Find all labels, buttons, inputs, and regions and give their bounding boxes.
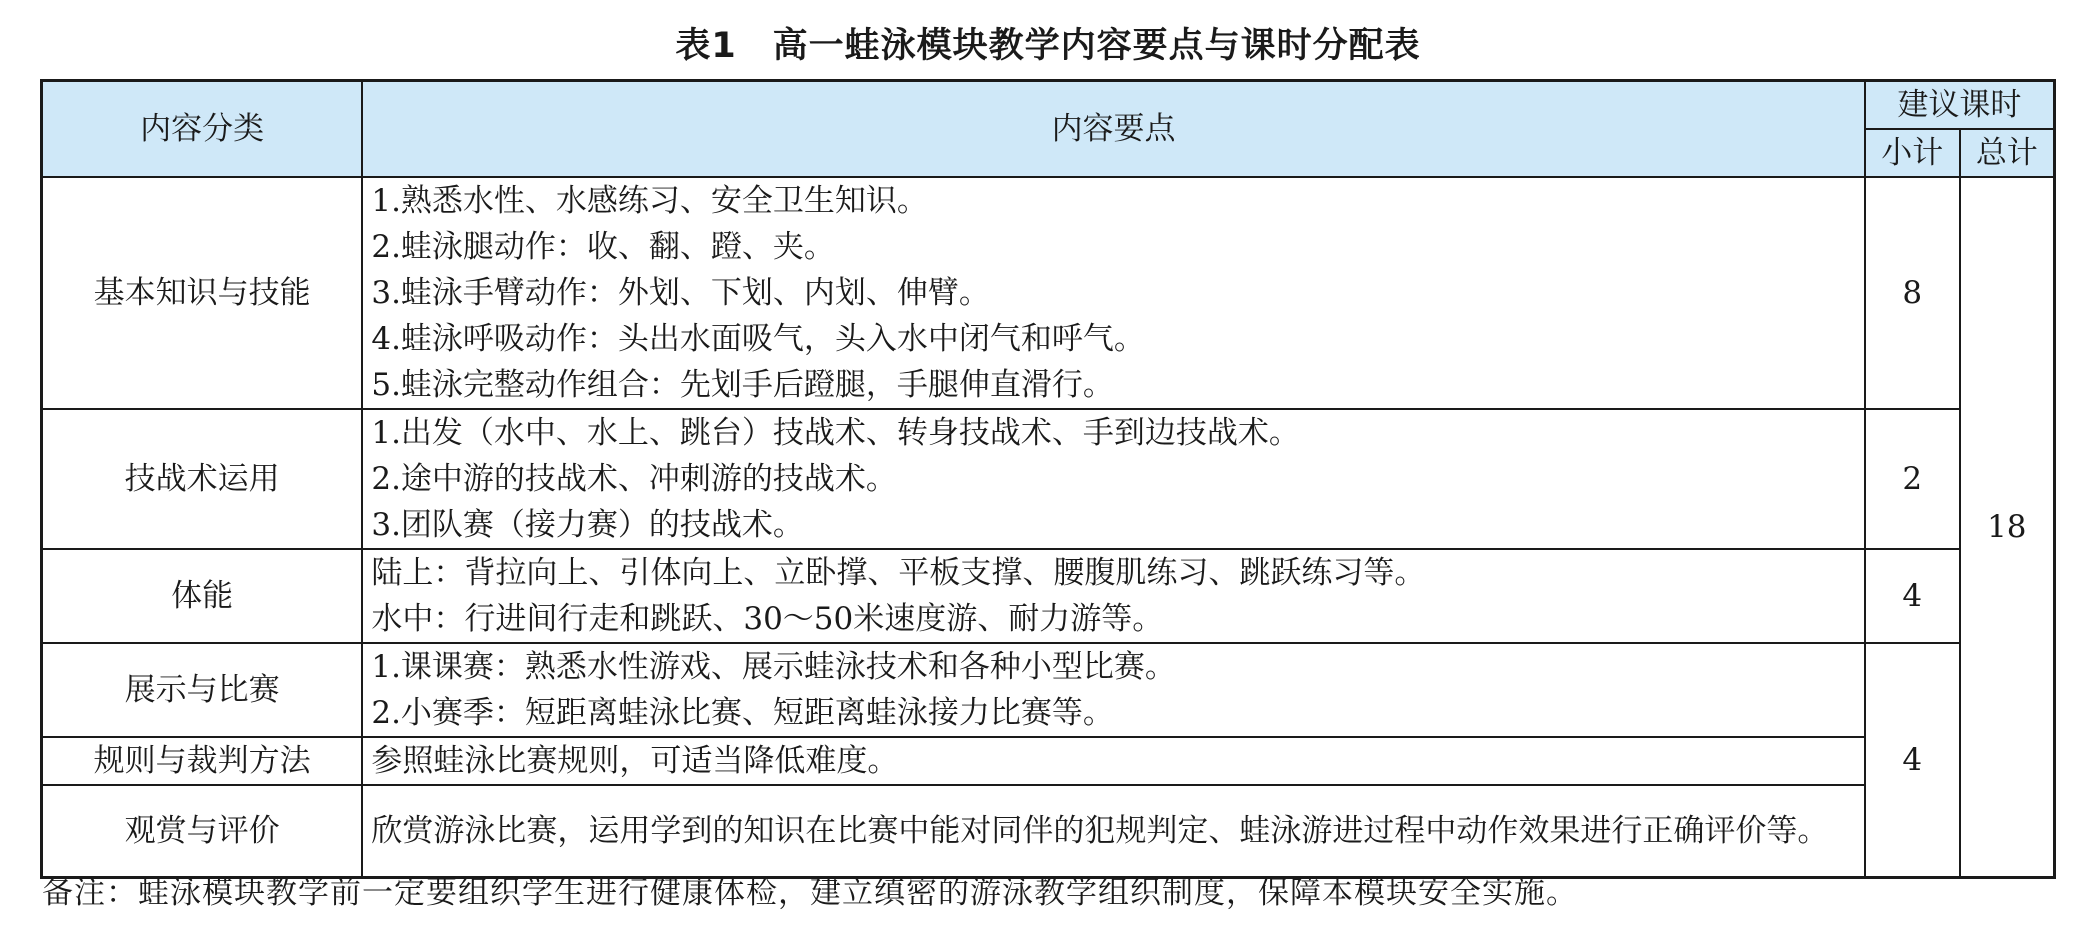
- content-line: 陆上：背拉向上、引体向上、立卧撑、平板支撑、腰腹肌练习、跳跃练习等。: [371, 555, 1426, 591]
- table-row: [42, 643, 2055, 737]
- content-line: 1.课课赛：熟悉水性游戏、展示蛙泳技术和各种小型比赛。: [371, 649, 1176, 685]
- category-cell: 基本知识与技能: [42, 177, 363, 409]
- content-line: 5.蛙泳完整动作组合：先划手后蹬腿，手腿伸直滑行。: [371, 367, 1114, 403]
- header-suggested-hours: 建议课时: [1865, 81, 2055, 130]
- table-row: [42, 177, 2055, 409]
- lesson-allocation-table: [40, 79, 2056, 879]
- table-title: 表1 高一蛙泳模块教学内容要点与课时分配表: [675, 26, 1421, 66]
- header-subtotal: 小计: [1865, 129, 1960, 177]
- content-cell: [362, 785, 1864, 877]
- content-line: 1.熟悉水性、水感练习、安全卫生知识。: [371, 183, 928, 219]
- content-line: 参照蛙泳比赛规则，可适当降低难度。: [371, 743, 899, 779]
- content-line: 3.团队赛（接力赛）的技战术。: [371, 507, 804, 543]
- content-cell: [362, 177, 1864, 409]
- subtotal-cell: 2: [1865, 409, 1960, 549]
- header-category: 内容分类: [42, 81, 363, 178]
- table-row: [42, 549, 2055, 643]
- content-line: 1.出发（水中、水上、跳台）技战术、转身技战术、手到边技战术。: [371, 415, 1300, 451]
- content-line: 3.蛙泳手臂动作：外划、下划、内划、伸臂。: [371, 275, 990, 311]
- content-line: 2.途中游的技战术、冲刺游的技战术。: [371, 461, 897, 497]
- subtotal-cell: 4: [1865, 549, 1960, 643]
- content-line: 水中：行进间行走和跳跃、30～50米速度游、耐力游等。: [371, 601, 1164, 637]
- content-cell: [362, 737, 1864, 785]
- header-content: 内容要点: [362, 81, 1864, 178]
- content-line: 欣赏游泳比赛，运用学到的知识在比赛中能对同伴的犯规判定、蛙泳游进过程中动作效果进行正确评价等。: [371, 812, 1829, 849]
- subtotal-cell: 4: [1865, 643, 1960, 877]
- footnote: 备注：蛙泳模块教学前一定要组织学生进行健康体检，建立缜密的游泳教学组织制度，保障本模块安全实施。: [42, 875, 1578, 911]
- category-cell: 规则与裁判方法: [42, 737, 363, 785]
- category-cell: 展示与比赛: [42, 643, 363, 737]
- subtotal-cell: 8: [1865, 177, 1960, 409]
- total-cell: 18: [1960, 177, 2055, 877]
- category-cell: 技战术运用: [42, 409, 363, 549]
- content-cell: [362, 549, 1864, 643]
- content-cell: [362, 643, 1864, 737]
- table-row: [42, 785, 2055, 877]
- header-total: 总计: [1960, 129, 2055, 177]
- content-line: 2.小赛季：短距离蛙泳比赛、短距离蛙泳接力比赛等。: [371, 695, 1114, 731]
- content-cell: [362, 409, 1864, 549]
- category-cell: 观赏与评价: [42, 785, 363, 877]
- table-row: [42, 409, 2055, 549]
- category-cell: 体能: [42, 549, 363, 643]
- content-line: 2.蛙泳腿动作：收、翻、蹬、夹。: [371, 229, 835, 265]
- table-row: [42, 737, 2055, 785]
- content-line: 4.蛙泳呼吸动作：头出水面吸气，头入水中闭气和呼气。: [371, 321, 1145, 357]
